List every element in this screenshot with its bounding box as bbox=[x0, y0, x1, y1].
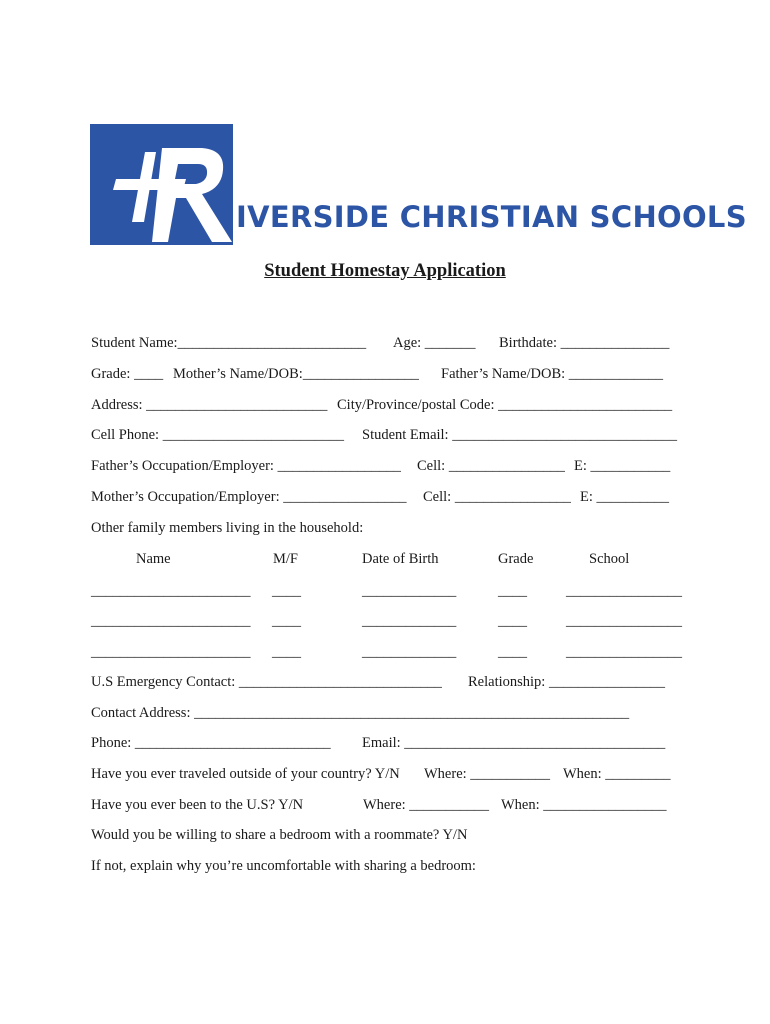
student-name-field[interactable]: Student Name:__________________________ bbox=[91, 335, 367, 351]
family-row-1-school[interactable]: ________________ bbox=[566, 583, 682, 599]
father-email-field[interactable]: E: ___________ bbox=[574, 458, 671, 474]
share-bedroom-question[interactable]: Would you be willing to share a bedroom with a roommate? Y/N bbox=[91, 827, 468, 843]
family-row-2-dob[interactable]: _____________ bbox=[362, 613, 457, 629]
contact-address-field[interactable]: Contact Address: ____________________________________________________________ bbox=[91, 705, 630, 721]
family-row-3-grade[interactable]: ____ bbox=[498, 644, 527, 660]
age-field[interactable]: Age: _______ bbox=[393, 335, 476, 351]
father-cell-field[interactable]: Cell: ________________ bbox=[417, 458, 565, 474]
traveled-question[interactable]: Have you ever traveled outside of your country? Y/N bbox=[91, 766, 400, 782]
family-header-dob: Date of Birth bbox=[362, 551, 439, 567]
family-row-1-dob[interactable]: _____________ bbox=[362, 583, 457, 599]
family-row-1-grade[interactable]: ____ bbox=[498, 583, 527, 599]
phone-field[interactable]: Phone: ___________________________ bbox=[91, 735, 331, 751]
emergency-contact-field[interactable]: U.S Emergency Contact: ____________________________ bbox=[91, 674, 442, 690]
student-email-field[interactable]: Student Email: _______________________________ bbox=[362, 427, 677, 443]
traveled-where-field[interactable]: Where: ___________ bbox=[424, 766, 551, 782]
family-header-mf: M/F bbox=[273, 551, 298, 567]
family-row-1-name[interactable]: ______________________ bbox=[91, 583, 251, 599]
relationship-field[interactable]: Relationship: ________________ bbox=[468, 674, 665, 690]
family-row-3-mf[interactable]: ____ bbox=[272, 644, 301, 660]
father-occupation-field[interactable]: Father’s Occupation/Employer: _________________ bbox=[91, 458, 401, 474]
family-row-2-name[interactable]: ______________________ bbox=[91, 613, 251, 629]
household-label: Other family members living in the household: bbox=[91, 520, 364, 536]
email-field[interactable]: Email: ____________________________________ bbox=[362, 735, 666, 751]
grade-field[interactable]: Grade: ____ bbox=[91, 366, 164, 382]
family-row-3-name[interactable]: ______________________ bbox=[91, 644, 251, 660]
school-logo bbox=[90, 124, 233, 245]
page-title: Student Homestay Application bbox=[264, 261, 506, 281]
been-us-where-field[interactable]: Where: ___________ bbox=[363, 797, 490, 813]
birthdate-field[interactable]: Birthdate: _______________ bbox=[499, 335, 670, 351]
mother-cell-field[interactable]: Cell: ________________ bbox=[423, 489, 571, 505]
father-name-field[interactable]: Father’s Name/DOB: _____________ bbox=[441, 366, 664, 382]
address-field[interactable]: Address: _________________________ bbox=[91, 397, 328, 413]
family-header-school: School bbox=[589, 551, 630, 567]
family-row-2-school[interactable]: ________________ bbox=[566, 613, 682, 629]
school-name: IVERSIDE CHRISTIAN SCHOOLS bbox=[236, 200, 747, 234]
family-header-name: Name bbox=[136, 551, 171, 567]
family-row-1-mf[interactable]: ____ bbox=[272, 583, 301, 599]
been-us-when-field[interactable]: When: _________________ bbox=[501, 797, 667, 813]
cell-phone-field[interactable]: Cell Phone: _________________________ bbox=[91, 427, 344, 443]
been-us-question[interactable]: Have you ever been to the U.S? Y/N bbox=[91, 797, 304, 813]
mother-email-field[interactable]: E: __________ bbox=[580, 489, 670, 505]
city-field[interactable]: City/Province/postal Code: ________________________ bbox=[337, 397, 673, 413]
traveled-when-field[interactable]: When: _________ bbox=[563, 766, 671, 782]
explain-question: If not, explain why you’re uncomfortable with sharing a bedroom: bbox=[91, 858, 476, 874]
family-row-3-school[interactable]: ________________ bbox=[566, 644, 682, 660]
mother-name-field[interactable]: Mother’s Name/DOB:________________ bbox=[173, 366, 419, 382]
family-header-grade: Grade bbox=[498, 551, 534, 567]
family-row-2-mf[interactable]: ____ bbox=[272, 613, 301, 629]
family-row-3-dob[interactable]: _____________ bbox=[362, 644, 457, 660]
mother-occupation-field[interactable]: Mother’s Occupation/Employer: _________________ bbox=[91, 489, 407, 505]
family-row-2-grade[interactable]: ____ bbox=[498, 613, 527, 629]
riverside-cross-r-icon bbox=[90, 124, 233, 245]
